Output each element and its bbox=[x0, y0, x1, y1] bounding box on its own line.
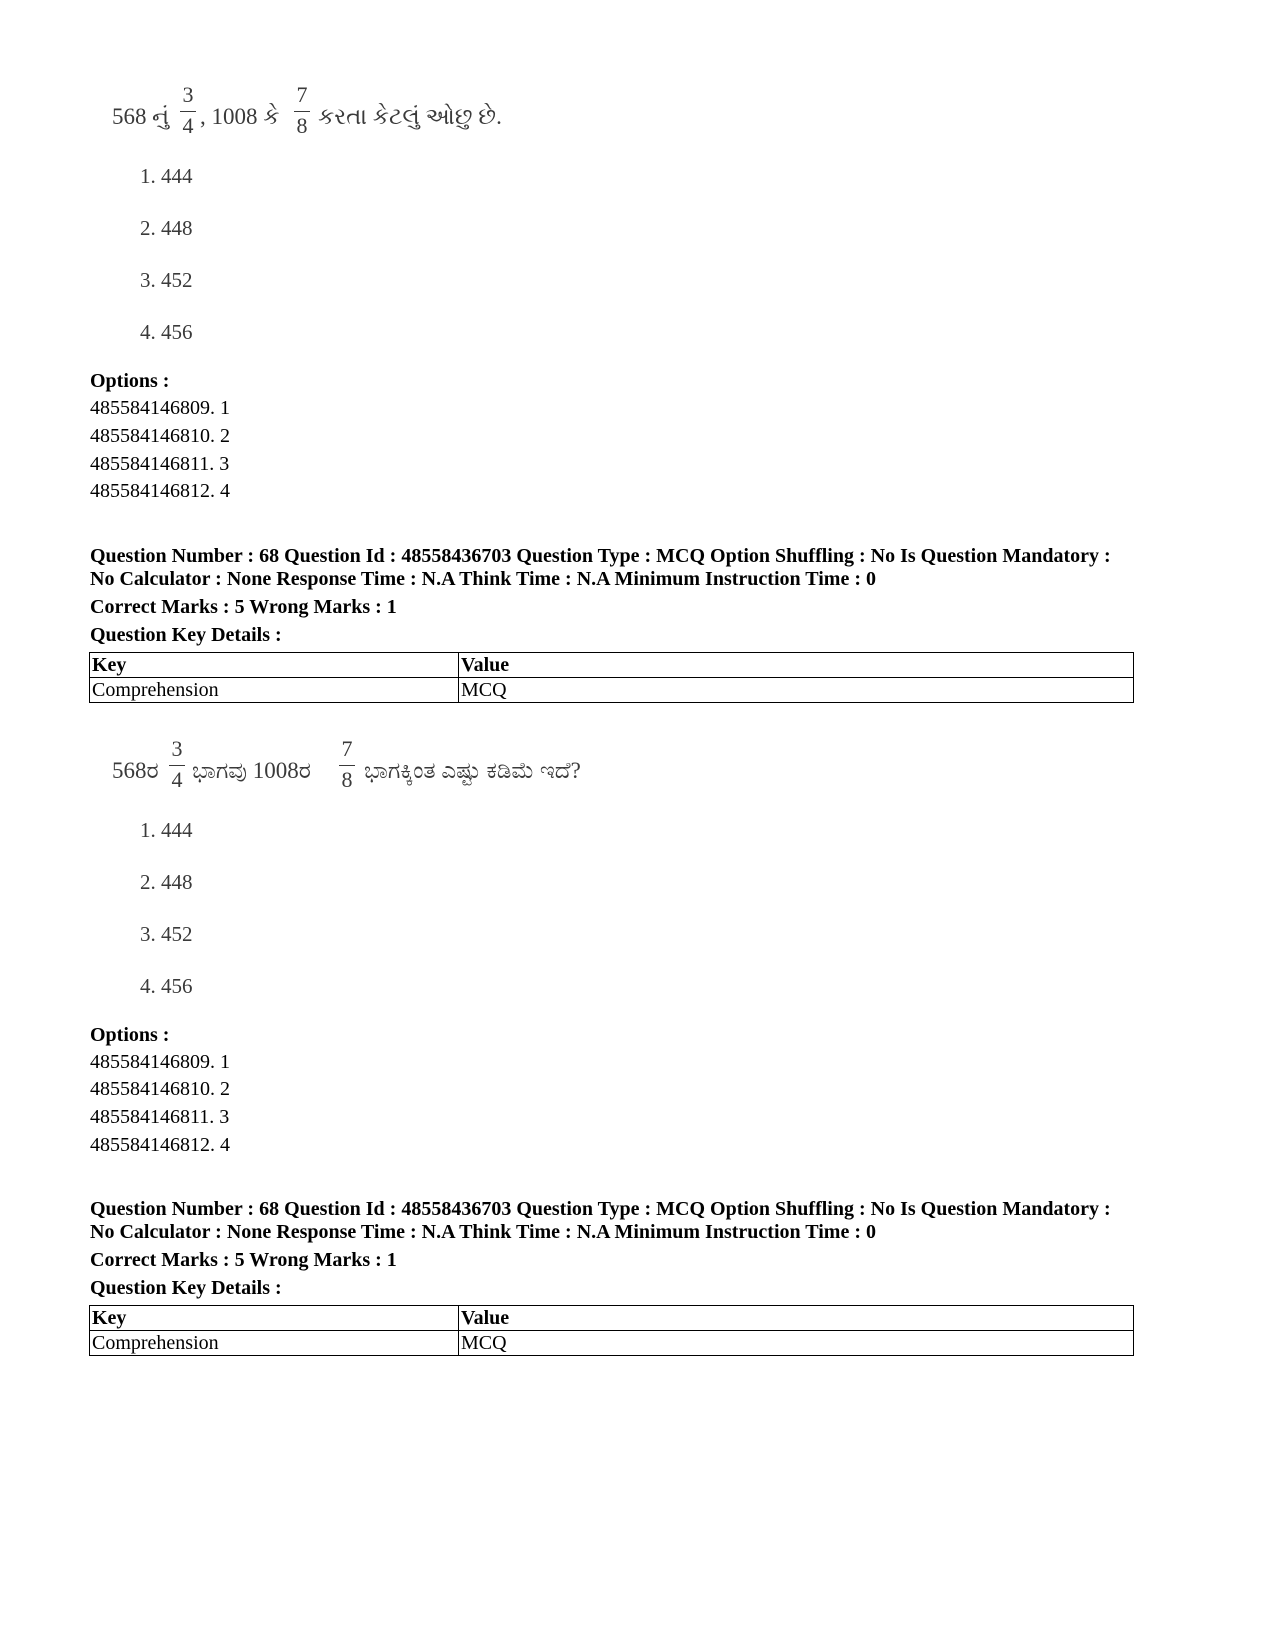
question-suffix: કરતા કેટલું ઓછુ છે. bbox=[318, 104, 502, 129]
option-line: 485584146812. 4 bbox=[90, 1134, 230, 1156]
question-choice: 1. 444 bbox=[140, 818, 193, 842]
option-line: 485584146809. 1 bbox=[90, 397, 230, 419]
question-choice: 3. 452 bbox=[140, 268, 193, 292]
key-details-table bbox=[89, 1305, 1134, 1356]
question-prefix-number: 568ರ bbox=[112, 758, 159, 783]
question-suffix: ಭಾಗಕ್ಕಿಂತ ಎಷ್ಟು ಕಡಿಮೆ ಇದೆ? bbox=[364, 758, 581, 783]
question-middle: , 1008 કે bbox=[200, 104, 280, 129]
table-header-value: Value bbox=[459, 1306, 1134, 1331]
option-line: 485584146810. 2 bbox=[90, 1078, 230, 1100]
question-prefix-word: નું bbox=[152, 104, 170, 129]
option-line: 485584146811. 3 bbox=[90, 453, 230, 475]
table-header-row bbox=[90, 1306, 1134, 1331]
key-details-label: Question Key Details : bbox=[90, 624, 282, 646]
question-choice: 2. 448 bbox=[140, 216, 193, 240]
question-choice: 4. 456 bbox=[140, 320, 193, 344]
question-meta-line-2: No Calculator : None Response Time : N.A Think Time : N.A Minimum Instruction Time : 0 bbox=[90, 568, 876, 590]
table-cell-value: MCQ bbox=[459, 1331, 1134, 1356]
option-line: 485584146812. 4 bbox=[90, 480, 230, 502]
question-meta-line-1: Question Number : 68 Question Id : 48558436703 Question Type : MCQ Option Shuffling : No Is Question Mandatory : bbox=[90, 545, 1111, 567]
option-line: 485584146809. 1 bbox=[90, 1051, 230, 1073]
question-meta bbox=[90, 545, 1190, 591]
question-prefix-number: 568 bbox=[112, 104, 147, 129]
table-cell-key: Comprehension bbox=[90, 678, 459, 703]
question-meta-line-2: No Calculator : None Response Time : N.A Think Time : N.A Minimum Instruction Time : 0 bbox=[90, 1221, 876, 1243]
table-cell-key: Comprehension bbox=[90, 1331, 459, 1356]
key-details-label: Question Key Details : bbox=[90, 1277, 282, 1299]
key-details-table bbox=[89, 652, 1134, 703]
question-choice: 4. 456 bbox=[140, 974, 193, 998]
option-line: 485584146810. 2 bbox=[90, 425, 230, 447]
table-row bbox=[90, 678, 1134, 703]
table-header-row bbox=[90, 653, 1134, 678]
question-meta-line-1: Question Number : 68 Question Id : 48558436703 Question Type : MCQ Option Shuffling : No Is Question Mandatory : bbox=[90, 1198, 1111, 1220]
question-choice: 2. 448 bbox=[140, 870, 193, 894]
question-choice: 1. 444 bbox=[140, 164, 193, 188]
table-header-key: Key bbox=[90, 1306, 459, 1331]
marks-line: Correct Marks : 5 Wrong Marks : 1 bbox=[90, 596, 397, 618]
table-header-value: Value bbox=[459, 653, 1134, 678]
question-choice: 3. 452 bbox=[140, 922, 193, 946]
document-page: 568 નું 3 4 , 1008 કે 7 8 કરતા કેટલું ઓછુ છે. 1. 444 2. 448 3. 452 4. 456 Options : 485584146809. 1 485584146810. 2 485584146811. 3 485584146812. 4 Question Number : 68 Question Id : 48558436703 Question Type : MCQ Option Shuffling : No Is Question Mandatory : No Calculator : None Response Time : N.A Think Time : N.A Minimum Instruction Time : 0 Correct Marks : 5 Wrong Marks : 1 Question Key Details : Key Value Comprehension MCQ 568ರ 3 4 ಭಾಗವು 1008ರ 7 8 ಭಾಗಕ್ಕಿಂತ ಎಷ್ಟು ಕಡಿಮೆ ಇದೆ? 1. 444 2. 448 3. 452 4. 456 Options : 485584146809. 1 485584146810. 2 485584146811. 3 485584146812. 4 Question Number : 68 Question Id : 48558436703 Question Type : MCQ Option Shuffling : No Is Question Mandatory : No Calculator : None Response Time : N.A Think Time : N.A Minimum Instruction Time : 0 Correct Marks : 5 Wrong Marks : 1 Question Key Details : Key Value Comprehension MCQ bbox=[0, 0, 1275, 1651]
question-meta bbox=[90, 1198, 1190, 1244]
marks-line: Correct Marks : 5 Wrong Marks : 1 bbox=[90, 1249, 397, 1271]
option-line: 485584146811. 3 bbox=[90, 1106, 230, 1128]
options-label: Options : bbox=[90, 370, 170, 392]
table-row bbox=[90, 1331, 1134, 1356]
table-cell-value: MCQ bbox=[459, 678, 1134, 703]
table-header-key: Key bbox=[90, 653, 459, 678]
options-label: Options : bbox=[90, 1024, 170, 1046]
question-middle: ಭಾಗವು 1008ರ bbox=[192, 758, 311, 783]
